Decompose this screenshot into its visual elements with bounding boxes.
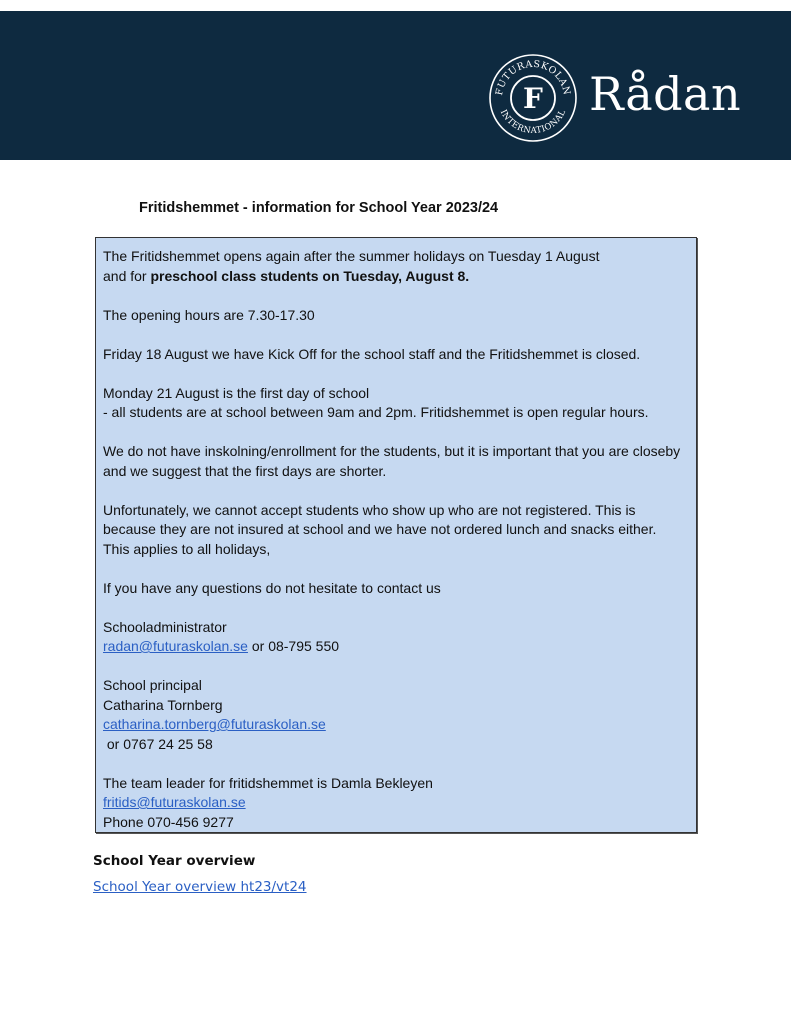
information-box [95,237,697,833]
unregistered-line-3: This applies to all holidays, [103,540,271,557]
opening-line-2 [103,267,696,287]
kickoff-notice: Friday 18 August we have Kick Off for the school staff and the Fritidshemmet is closed. [103,345,641,362]
page-header [0,11,791,160]
preschool-start-date: preschool class students on Tuesday, August 8. [150,267,470,284]
seal-bottom-text: INTERNATIONAL [497,108,569,137]
futuraskolan-seal-icon [488,53,578,143]
unregistered-line-2: because they are not insured at school and we have not ordered lunch and snacks either. [103,521,657,537]
document-title: Fritidshemmet - information for School Year 2023/24 [139,200,499,216]
school-year-overview-heading: School Year overview [93,853,256,869]
team-leader-email-link[interactable]: fritids@futuraskolan.se [103,794,246,810]
team-leader-intro: The team leader for fritidshemmet is Damla Bekleyen [103,774,433,791]
opening-line-1: The Fritidshemmet opens again after the summer holidays on Tuesday 1 August [103,248,600,264]
inskolning-line-1: We do not have inskolning/enrollment for the students, but it is important that you are closeby [103,443,681,459]
inskolning-line-2: and we suggest that the first days are shorter. [103,462,387,479]
seal-top-text: FUTURASKOLAN [494,58,573,97]
admin-email-link[interactable]: radan@futuraskolan.se [103,638,248,654]
school-logo [488,53,748,145]
admin-contact [103,637,696,657]
opening-prefix: and for [103,267,151,284]
principal-name: Catharina Tornberg [103,696,223,713]
principal-email-link[interactable]: catharina.tornberg@futuraskolan.se [103,716,326,732]
principal-role: School principal [103,677,202,693]
team-leader-phone: Phone 070-456 9277 [103,813,234,830]
first-day-line-1: Monday 21 August is the first day of school [103,384,370,401]
team-leader-email-line [103,793,696,813]
first-day-line-2: - all students are at school between 9am and 2pm. Fritidshemmet is open regular hours. [103,404,649,420]
seal-letter: F [523,82,543,115]
principal-email-line [103,715,696,735]
unregistered-line-1: Unfortunately, we cannot accept students who show up who are not registered. This is [103,501,636,518]
school-year-overview-link[interactable]: School Year overview ht23/vt24 [93,879,307,895]
questions-text: If you have any questions do not hesitate to contact us [103,579,441,596]
admin-phone: or 08-795 550 [247,638,340,654]
logo-wordmark: Rådan [589,67,742,121]
opening-hours: The opening hours are 7.30-17.30 [103,306,315,323]
admin-role: Schooladministrator [103,618,227,635]
principal-phone: or 0767 24 25 58 [103,735,213,752]
